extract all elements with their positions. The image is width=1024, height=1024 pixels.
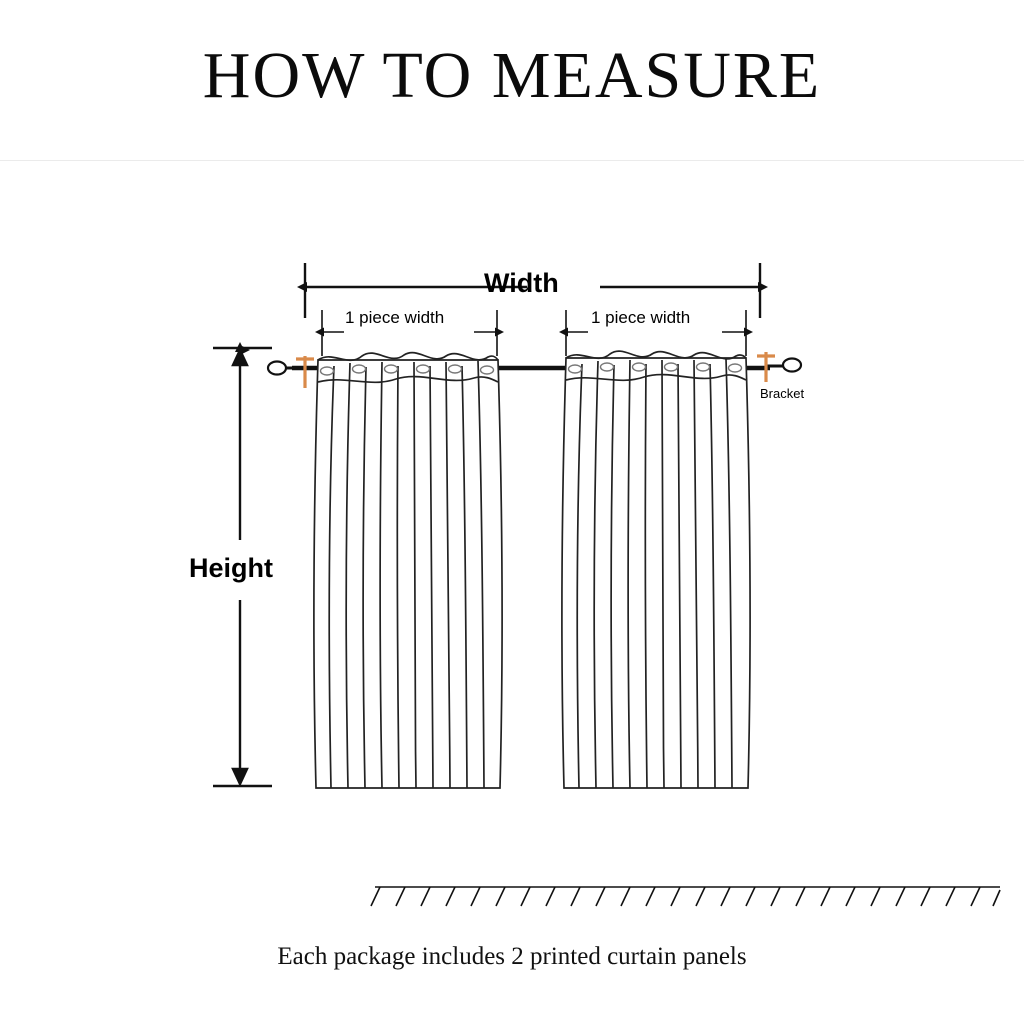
- curtain-panel-left: [314, 353, 502, 788]
- curtain-panel-right: [562, 351, 750, 788]
- measure-diagram: [0, 160, 1024, 1024]
- header-band: [0, 0, 1024, 161]
- package-caption: Each package includes 2 printed curtain panels: [277, 943, 747, 970]
- floor-hatching: [371, 887, 1000, 906]
- width-label: Width: [484, 268, 559, 298]
- height-label: Height: [189, 553, 273, 583]
- piece-width-label-right: 1 piece width: [591, 308, 691, 327]
- bracket-label: Bracket: [760, 386, 805, 401]
- piece-width-label-left: 1 piece width: [345, 308, 445, 327]
- bracket-left: [296, 356, 314, 388]
- page-title: HOW TO MEASURE: [202, 39, 822, 112]
